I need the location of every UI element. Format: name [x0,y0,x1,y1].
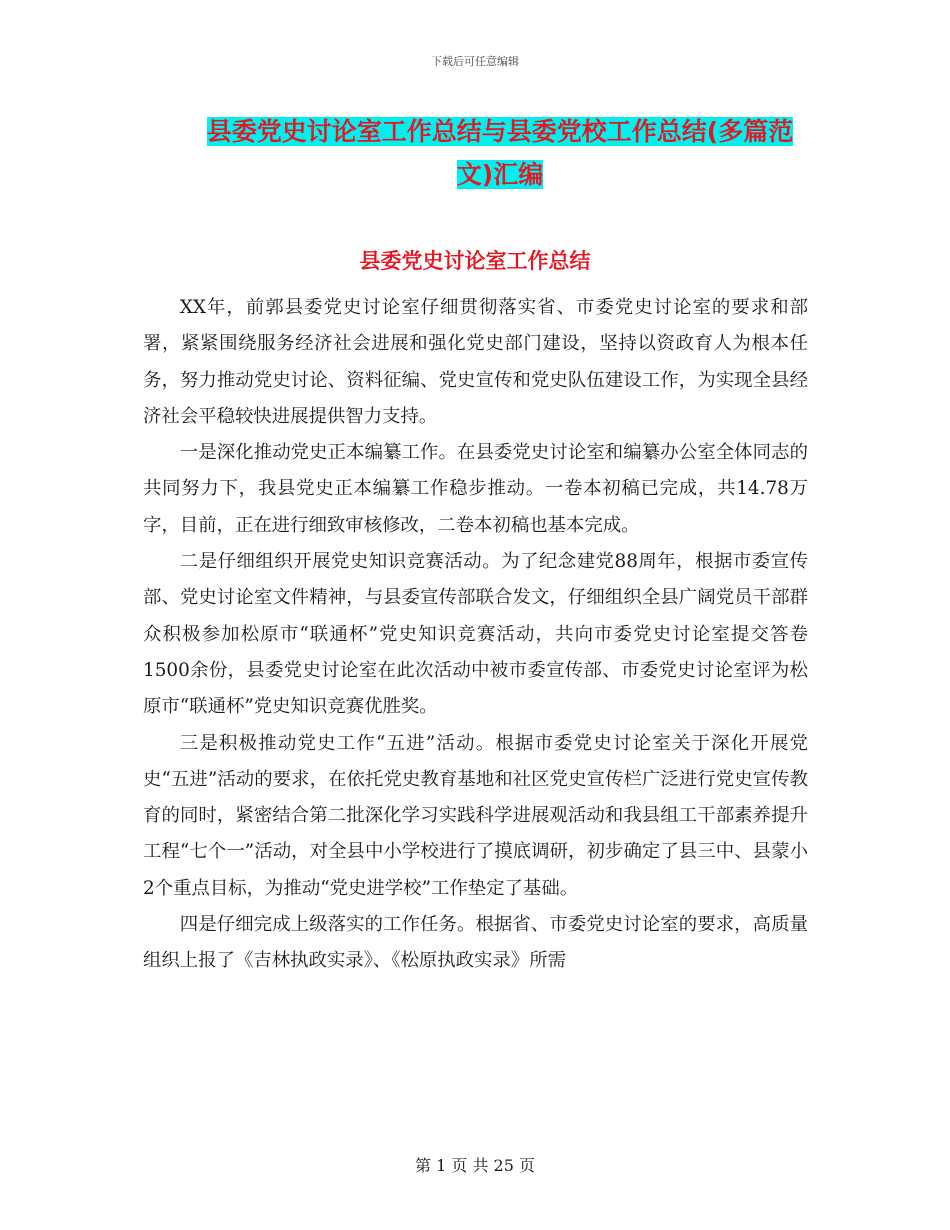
body-text [143,290,808,980]
paragraph: 二是仔细组织开展党史知识竞赛活动。为了纪念建党88周年，根据市委宣传部、党史讨论室文件精神，与县委宣传部联合发文，仔细组织全县广阔党员干部群众积极参加松原市“联通杯”党史知识竞赛活动，共向市委党史讨论室提交答卷1500余份，县委党史讨论室在此次活动中被市委宣传部、市委党史讨论室评为松原市“联通杯”党史知识竞赛优胜奖。 [143,551,808,718]
paragraph: 一是深化推动党史正本编纂工作。在县委党史讨论室和编纂办公室全体同志的共同努力下，我县党史正本编纂工作稳步推动。一卷本初稿已完成，共14.78万字，目前，正在进行细致审核修改，二卷本初稿也基本完成。 [143,442,808,536]
document-title-line-2: 文)汇编 [456,160,544,189]
document-title-line-1: 县委党史讨论室工作总结与县委党校工作总结(多篇范 [206,117,794,146]
paragraph: 四是仔细完成上级落实的工作任务。根据省、市委党史讨论室的要求，高质量组织上报了《吉林执政实录》、《松原执政实录》所需 [143,914,808,972]
section-title: 县委党史讨论室工作总结 [359,249,591,273]
paragraph: XX年，前郭县委党史讨论室仔细贯彻落实省、市委党史讨论室的要求和部署，紧紧围绕服务经济社会进展和强化党史部门建设，坚持以资政育人为根本任务，努力推动党史讨论、资料征编、党史宣传和党史队伍建设工作，为实现全县经济社会平稳较快进展提供智力支持。 [143,297,808,427]
header-note: 下载后可任意编辑 [431,55,519,68]
document-title [150,110,850,196]
page-footer: 第 1 页 共 25 页 [415,1156,535,1175]
paragraph: 三是积极推动党史工作“五进”活动。根据市委党史讨论室关于深化开展党史“五进”活动的要求，在依托党史教育基地和社区党史宣传栏广泛进行党史宣传教育的同时，紧密结合第二批深化学习实践科学进展观活动和我县组工干部素养提升工程“七个一”活动，对全县中小学校进行了摸底调研，初步确定了县三中、县蒙小2个重点目标，为推动“党史进学校”工作垫定了基础。 [143,732,808,899]
